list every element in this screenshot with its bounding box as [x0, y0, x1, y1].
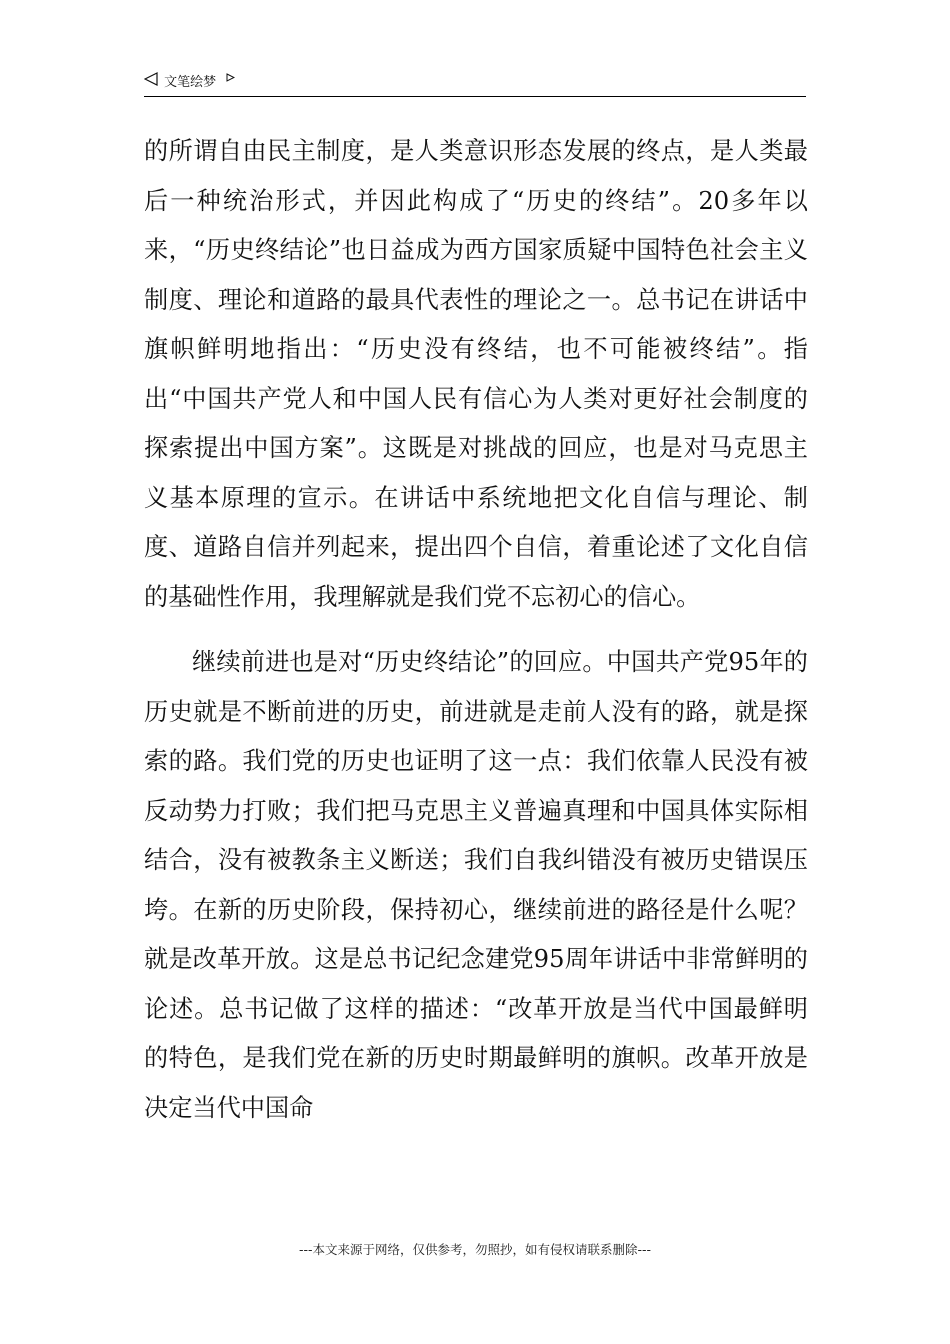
triangle-left-icon [144, 72, 158, 94]
header-title: 文笔绘梦 [164, 75, 217, 90]
page-header [144, 72, 806, 97]
paragraph-1: 的所谓自由民主制度，是人类意识形态发展的终点，是人类最后一种统治形式，并因此构成了“历史的终结”。20多年以来，“历史终结论”也日益成为西方国家质疑中国特色社会主义制度、理论和道路的最具代表性的理论之一。总书记在讲话中旗帜鲜明地指出：“历史没有终结，也不可能被终结”。指出“中国共产党人和中国人民有信心为人类对更好社会制度的探索提出中国方案”。这既是对挑战的回应，也是对马克思主义基本原理的宣示。在讲话中系统地把文化自信与理论、制度、道路自信并列起来，提出四个自信，着重论述了文化自信的基础性作用，我理解就是我们党不忘初心的信心。 [144, 137, 808, 611]
document-body [144, 127, 808, 1133]
paragraph-2: 继续前进也是对“历史终结论”的回应。中国共产党95年的历史就是不断前进的历史，前进就是走前人没有的路，就是探索的路。我们党的历史也证明了这一点：我们依靠人民没有被反动势力打败；我们把马克思主义普遍真理和中国具体实际相结合，没有被教条主义断送；我们自我纠错没有被历史错误压垮。在新的历史阶段，保持初心，继续前进的路径是什么呢？就是改革开放。这是总书记纪念建党95周年讲话中非常鲜明的论述。总书记做了这样的描述：“改革开放是当代中国最鲜明的特色，是我们党在新的历史时期最鲜明的旗帜。改革开放是决定当代中国命 [144, 648, 808, 1122]
triangle-right-icon [226, 68, 235, 90]
footer-notice: ---本文来源于网络，仅供参考，勿照抄，如有侵权请联系删除--- [298, 1242, 652, 1257]
